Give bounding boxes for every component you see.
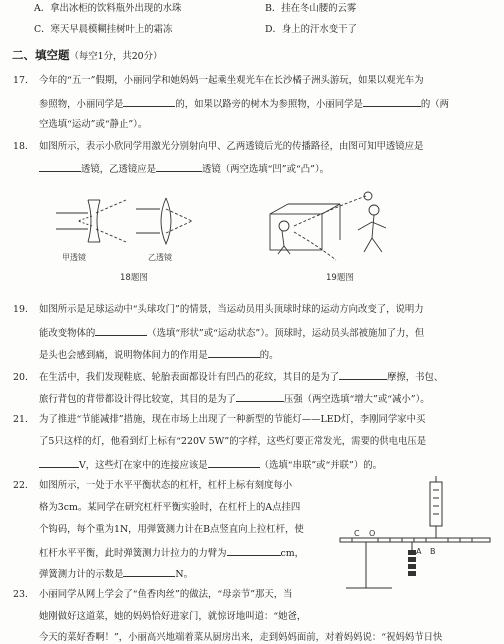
q20-blank2[interactable]: [236, 391, 284, 402]
q17-text2c: 的（两: [420, 99, 450, 110]
option-d: D．身上的汗水变干了: [265, 24, 357, 35]
q17-number: 17.: [13, 75, 28, 86]
q21-number: 21.: [13, 414, 28, 425]
q22-line4: [39, 545, 304, 560]
lens-a-label: 甲透镜: [62, 253, 86, 262]
q22-text4a: 杠杆水平平衡，此时弹簧测力计拉力的力臂为: [39, 548, 227, 559]
lever-label-b: B: [430, 547, 436, 556]
q20-blank1[interactable]: [339, 369, 387, 380]
q19-number: 19.: [13, 304, 28, 315]
q18-number: 18.: [13, 141, 28, 152]
q19-text2b: （选填“形状”或“运动状态”）。顶球时，运动员头部被施加了力，但: [147, 328, 425, 339]
q19-text2a: 能改变物体的: [39, 328, 96, 339]
q22-text5a: 弹簧测力计的示数是: [39, 569, 124, 580]
lever-figure: [330, 476, 500, 594]
q21-line3: [39, 457, 382, 472]
lever-label-o: O: [369, 529, 376, 538]
q22-line2: 格为3cm。某同学在研究杠杆平衡实验时，在杠杆上的A点挂四: [39, 502, 301, 513]
q21-blank1[interactable]: [39, 457, 79, 468]
q20-text1a: 在生活中，我们发现鞋底、轮胎表面都设计有凹凸的花纹，其目的是为了: [39, 372, 340, 383]
q18-line2: [39, 161, 329, 176]
q18-blank2[interactable]: [156, 161, 202, 172]
q22-text5b: N。: [175, 569, 193, 580]
q17-text1: 今年的“五一”假期，小丽同学和她妈妈一起乘坐观光车在长沙橘子洲头游玩，如果以观光车为: [39, 75, 424, 86]
q19-line2: [39, 325, 424, 340]
option-b: B．挂在冬山腰的云雾: [265, 3, 357, 14]
q22-line1: [13, 479, 292, 492]
hooked-weights: [408, 550, 416, 576]
lever-label-a: A: [416, 547, 422, 556]
q18-line1: [13, 140, 423, 153]
q19-blank1[interactable]: [95, 325, 147, 336]
q19-text3b: 的。: [259, 350, 279, 361]
q17-line1: [13, 74, 424, 87]
q22-line5: [39, 566, 193, 581]
q23-number: 23.: [13, 589, 28, 600]
q21-blank2[interactable]: [208, 457, 260, 468]
option-a: A．拿出冰柜的饮料瓶外出现的水珠: [34, 3, 182, 14]
q19-text3a: 是头也会感到痛，说明物体间力的作用是: [39, 350, 208, 361]
figure-18-caption: 18题图: [120, 273, 148, 283]
lens-b-diagram: [136, 198, 192, 244]
q22-blank1[interactable]: [227, 545, 281, 556]
q19-line1: [13, 303, 424, 316]
q17-blank2[interactable]: [363, 96, 421, 107]
q20-number: 20.: [13, 372, 28, 383]
lever-label-c: C: [354, 529, 360, 538]
q23-line1: [13, 588, 293, 601]
q20-line2: [39, 391, 430, 406]
q22-number: 22.: [13, 480, 28, 491]
q17-line3: 空选填“运动”或“静止”）。: [39, 119, 148, 130]
q21-line2: 了5只这样的灯，他看到灯上标有“220V 5W”的字样，这些灯要正常发光，需要的供电电压是: [39, 436, 427, 447]
figures-18-19: [48, 186, 458, 286]
q23-line2: 她刚做好这道菜，她的妈妈恰好进家门，就惊讶地叫道：“她爸，: [39, 611, 307, 622]
q21-text3b: （选填“串联”或“并联”）的。: [259, 460, 382, 471]
section-title: 二、填空题: [12, 48, 70, 62]
figure-19-caption: 19题图: [326, 273, 354, 283]
heading-ball-illustration: [270, 192, 386, 260]
section-note: （每空1分，共20分）: [69, 51, 163, 62]
q22-text4b: cm，: [280, 548, 305, 559]
q20-line1: [13, 369, 443, 384]
q20-text2b: 压强（两空选填“增大”或“减小”）。: [283, 394, 430, 405]
q21-text1: 为了推进“节能减排”措施，现在市场上出现了一种新型的节能灯——LED灯，李刚同学家中买: [39, 414, 426, 425]
q18-text2b: 透镜（两空选填“凹”或“凸”）。: [202, 164, 329, 175]
q17-text2b: 的，如果以路旁的树木为参照物，小丽同学是: [175, 99, 363, 110]
q22-line3: 个钩码，每个重为1N，用弹簧测力计在B点竖直向上拉杠杆，使: [39, 524, 304, 535]
spring-scale: [430, 482, 442, 526]
q21-line1: [13, 413, 425, 426]
q17-line2: [39, 96, 449, 111]
section-heading: [12, 47, 162, 63]
q21-text3a: V，这些灯在家中的连接应该是: [79, 460, 208, 471]
q19-line3: [39, 347, 279, 362]
lens-a-diagram: [56, 200, 126, 242]
q19-blank2[interactable]: [208, 347, 260, 358]
q18-text1: 如图所示，表示小欣同学用激光分别射向甲、乙两透镜后光的传播路径，由图可知甲透镜应是: [39, 141, 424, 152]
q23-line3: 今天的菜好香啊！”，小丽高兴地端着菜从厨房出来，走到妈妈面前，对着妈妈说：“祝妈妈节日快: [39, 632, 443, 643]
q18-blank1[interactable]: [39, 161, 81, 172]
q17-blank1[interactable]: [123, 96, 175, 107]
lens-b-label: 乙透镜: [148, 253, 172, 262]
q22-blank2[interactable]: [123, 566, 175, 577]
q20-text2a: 旅行背包的背带都设计得比较宽，其目的是为了: [39, 394, 236, 405]
q18-text2a: 透镜，乙透镜应是: [81, 164, 157, 175]
q17-text2a: 参照物，小丽同学是: [39, 99, 124, 110]
option-c: C．寒天早晨模糊挂树叶上的霜冻: [34, 24, 173, 35]
q19-text1: 如图所示是足球运动中“头球攻门”的情景，当运动员用头顶球时球的运动方向改变了，说明力: [39, 304, 424, 315]
q22-text1: 如图所示，一处于水平平衡状态的杠杆，杠杆上标有刻度每小: [39, 480, 293, 491]
q20-text1b: 摩擦，书包、: [387, 372, 444, 383]
q23-text1: 小丽同学从网上学会了“鱼香肉丝”的做法，“母亲节”那天，当: [39, 589, 293, 600]
